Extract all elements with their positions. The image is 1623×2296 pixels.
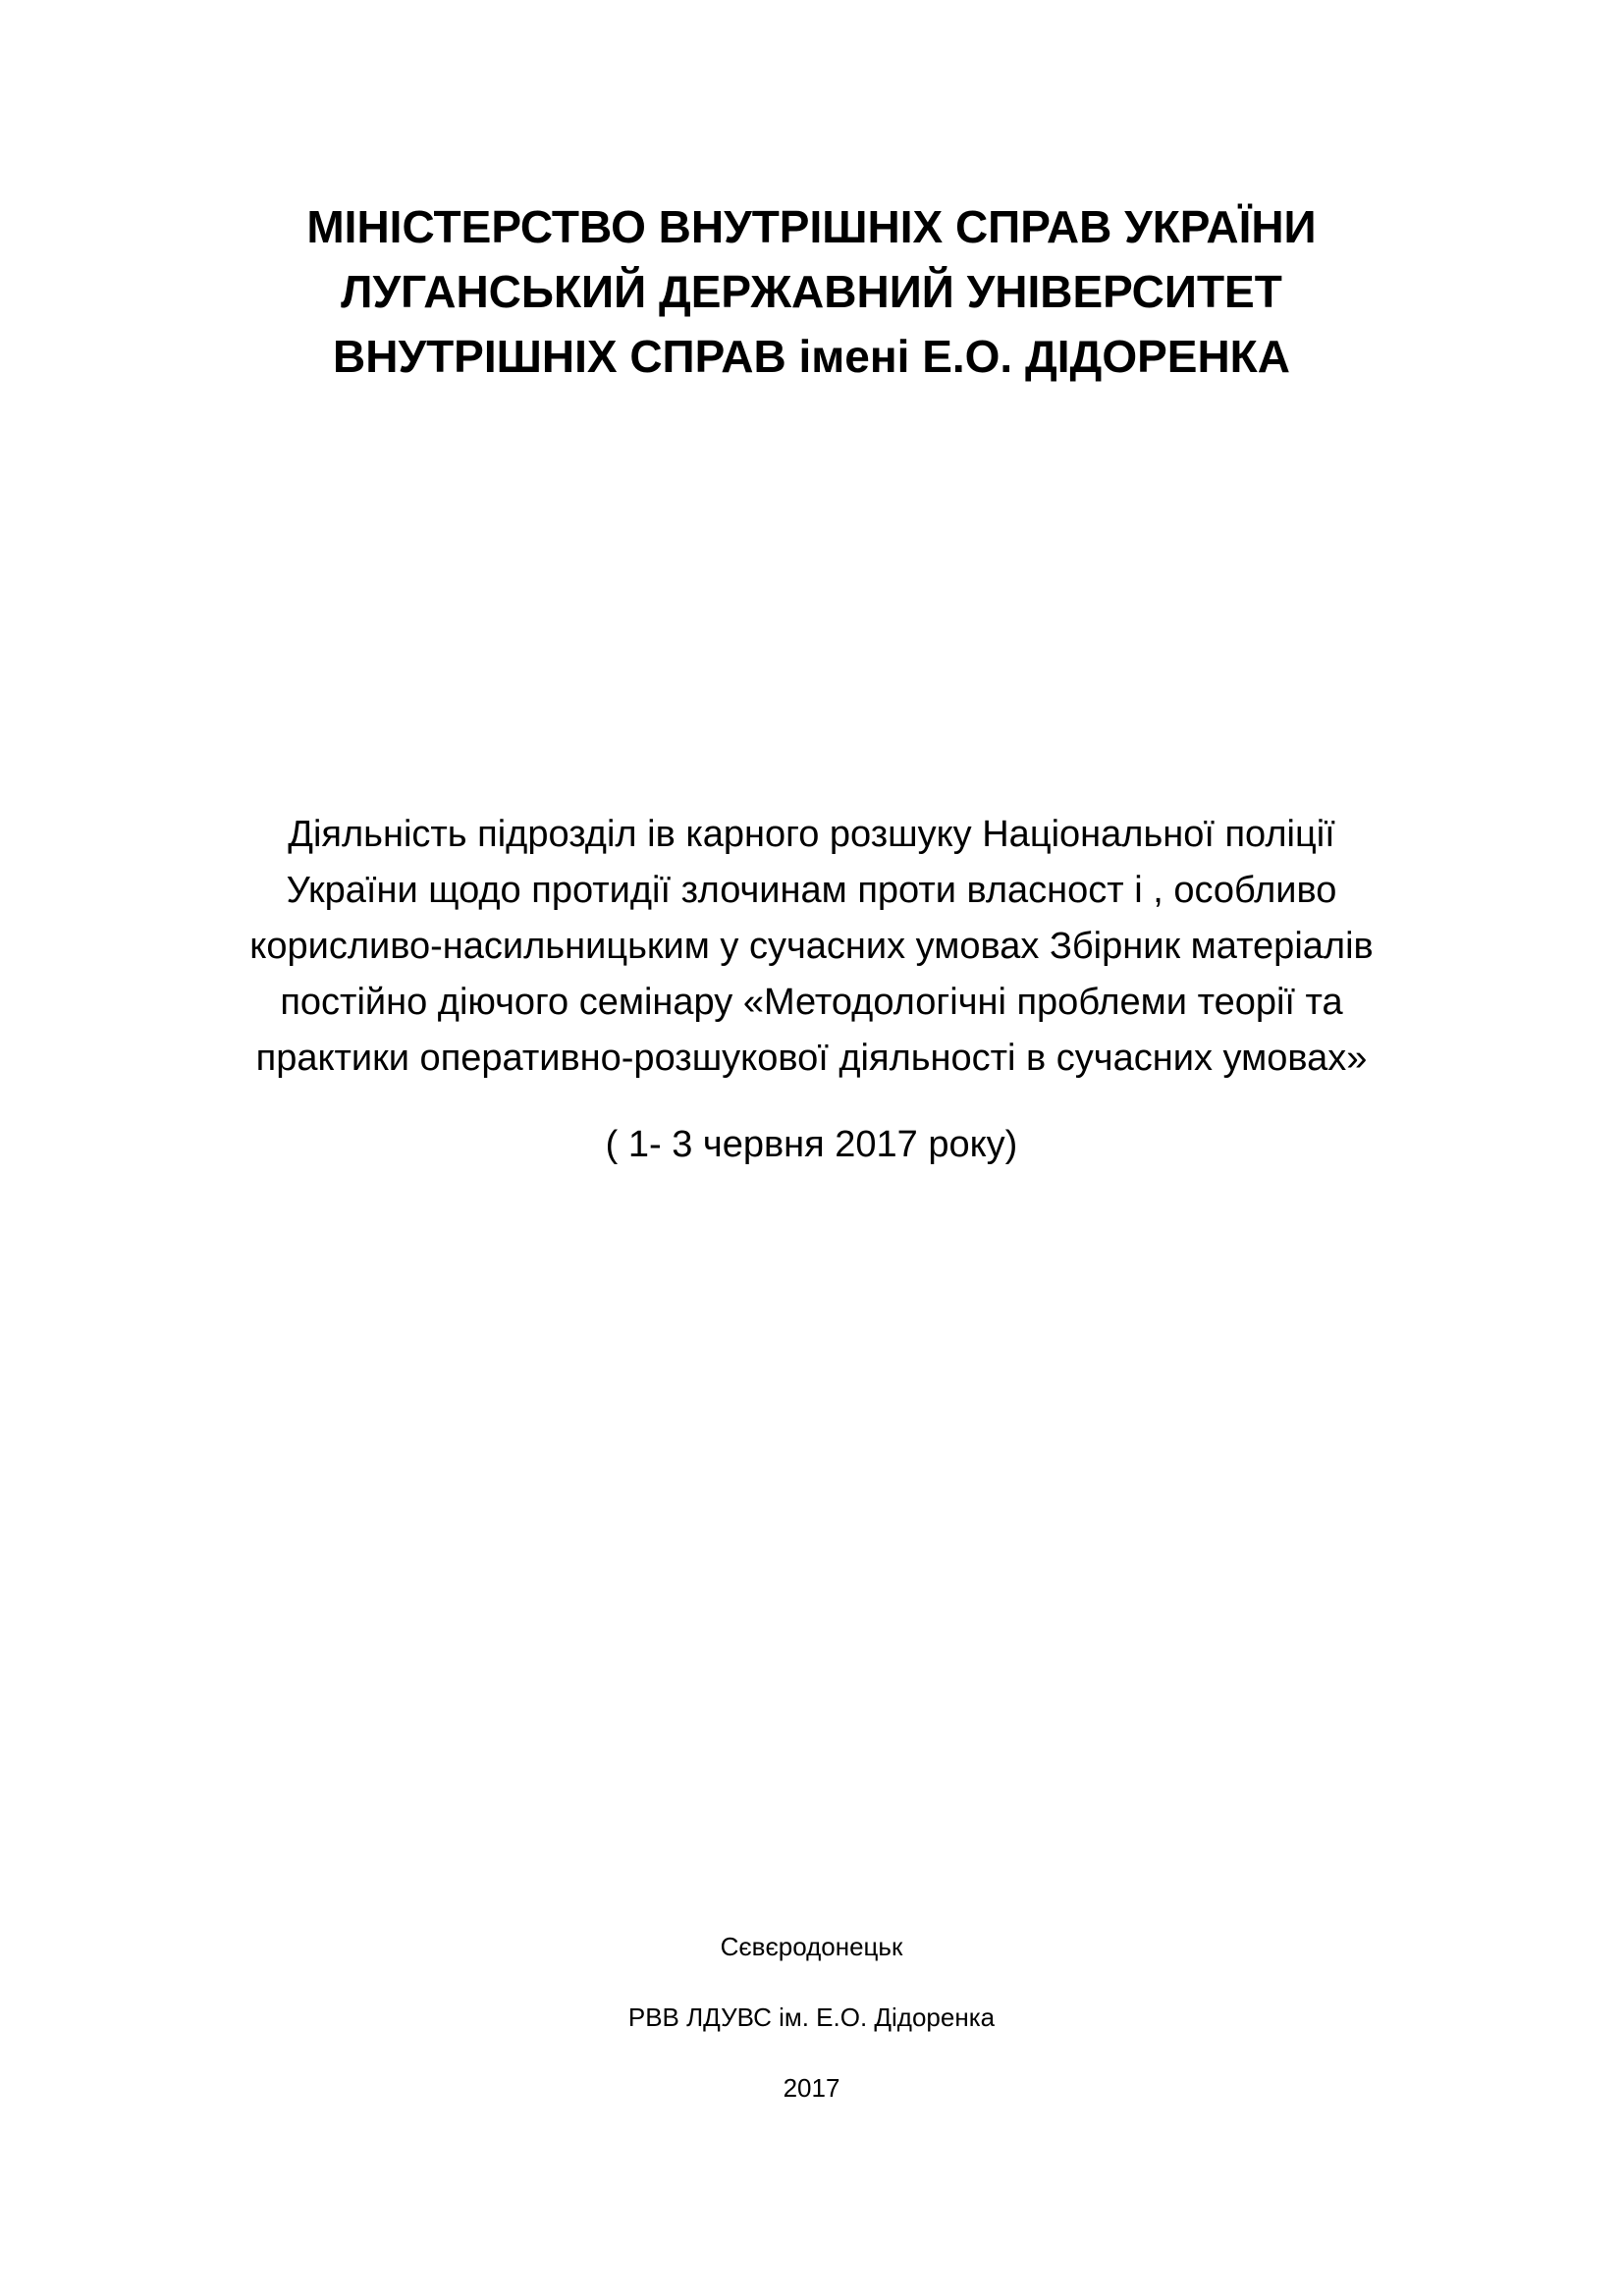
title-line-1: Діяльність підрозділ ів карного розшуку Національної поліції (288, 814, 1335, 855)
imprint-publisher: РВВ ЛДУВС ім. Е.О. Дідоренка (627, 2002, 996, 2032)
imprint-city: Сєвєродонецьк (720, 1932, 903, 1961)
seminar-dates: ( 1- 3 червня 2017 року) (605, 1124, 1018, 1165)
header-line-university-name: ВНУТРІШНІХ СПРАВ імені Е.О. ДІДОРЕНКА (333, 331, 1290, 382)
title-line-4: постійно діючого семінару «Методологічні проблеми теорії та (280, 982, 1343, 1023)
header-line-university: ЛУГАНСЬКИЙ ДЕРЖАВНИЙ УНІВЕРСИТЕТ (341, 266, 1282, 317)
collection-title (0, 807, 1623, 1087)
title-line-2: України щодо протидії злочинам проти власност і , особливо (286, 870, 1337, 911)
header-line-ministry: МІНІСТЕРСТВО ВНУТРІШНІХ СПРАВ УКРАЇНИ (306, 201, 1317, 252)
imprint-block (0, 1930, 1623, 2142)
title-line-3: корисливо-насильницьким у сучасних умовах Збірник матеріалів (249, 926, 1374, 967)
institution-header (0, 194, 1623, 389)
title-line-5: практики оперативно-розшукової діяльності в сучасних умовах» (255, 1038, 1368, 1079)
imprint-year: 2017 (783, 2073, 840, 2103)
